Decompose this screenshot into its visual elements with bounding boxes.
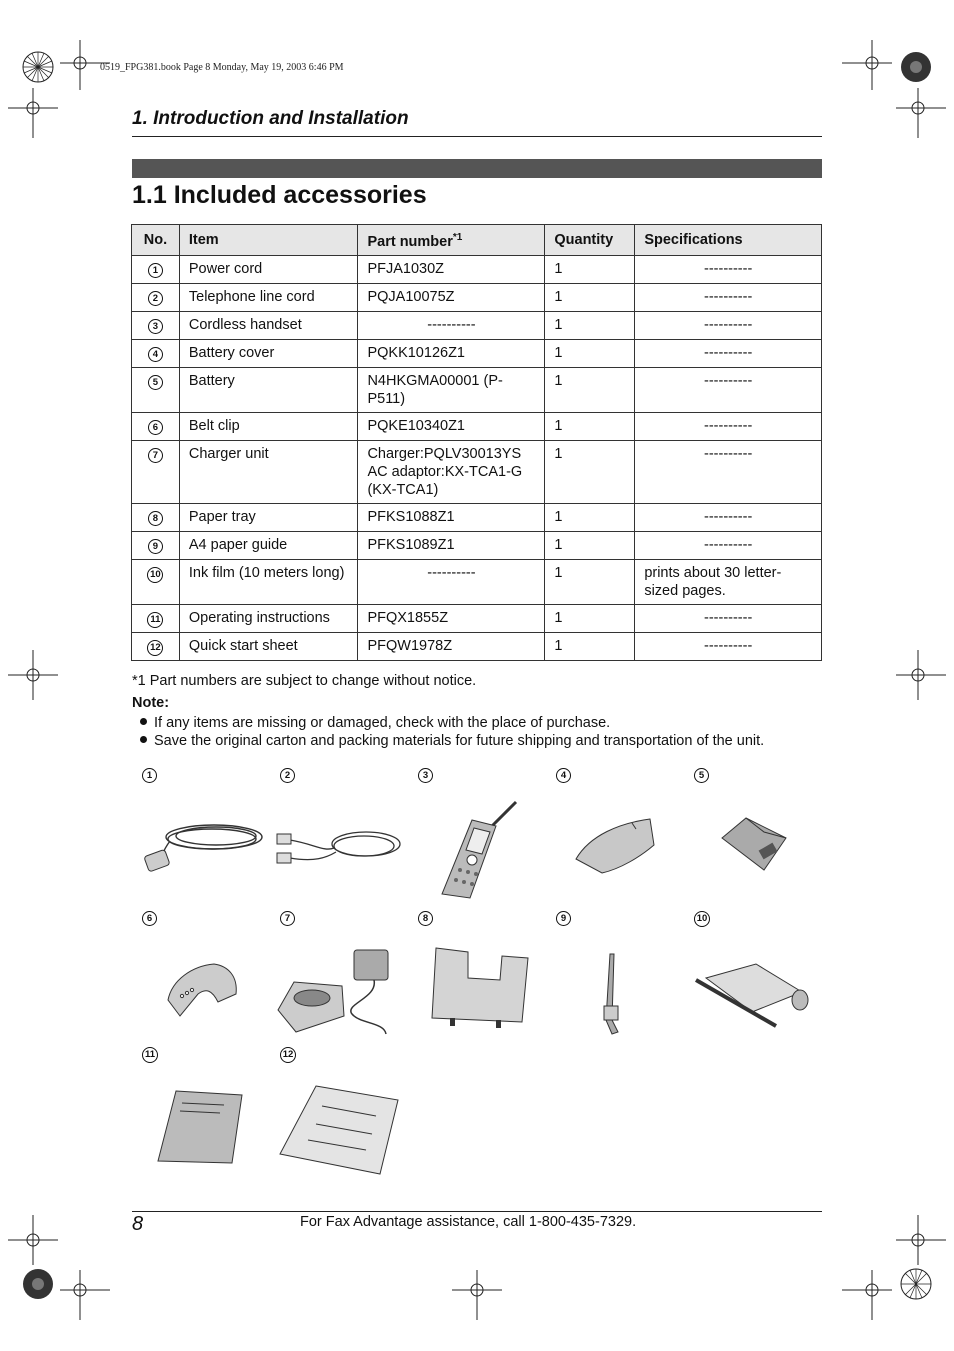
part-cell: PFKS1088Z1: [358, 503, 545, 531]
item-number-badge: 7: [148, 448, 163, 463]
item-cell: Paper tray: [179, 503, 358, 531]
part-cell: PQKK10126Z1: [358, 339, 545, 367]
part-cell: [358, 440, 545, 503]
paper-guide-icon: [598, 950, 628, 1036]
part-cell: PFQW1978Z: [358, 632, 545, 660]
quantity-cell: 1: [545, 531, 635, 559]
footer-rule: [132, 1211, 822, 1212]
bullet-icon: [140, 718, 147, 725]
quantity-cell: 1: [545, 311, 635, 339]
column-header-no: No.: [132, 225, 180, 256]
footnote-ref: *1: [452, 232, 463, 243]
quantity-cell: 1: [545, 367, 635, 412]
item-cell: Quick start sheet: [179, 632, 358, 660]
cordless-handset-icon: [430, 798, 522, 902]
print-info-line: 0519_FPG381.book Page 8 Monday, May 19, 2003 6:46 PM: [100, 62, 344, 73]
crosshair-mark-icon: [896, 88, 946, 138]
table-row: [132, 440, 822, 503]
registration-mark-icon: [18, 47, 58, 87]
table-row: [132, 367, 822, 412]
table-row: [132, 255, 822, 283]
part-line: Charger:PQLV30013YS: [367, 445, 522, 462]
illustration-label: 12: [280, 1047, 296, 1063]
quick-start-sheet-icon: [276, 1082, 402, 1178]
registration-mark-icon: [18, 1264, 58, 1304]
header-rule: [132, 136, 822, 137]
table-row: [132, 311, 822, 339]
quantity-cell: 1: [545, 604, 635, 632]
spec-cell: ----------: [635, 503, 822, 531]
part-line: (KX-TCA1): [367, 481, 439, 498]
quantity-cell: 1: [545, 440, 635, 503]
part-cell: ----------: [358, 311, 545, 339]
item-number-badge: 3: [148, 319, 163, 334]
part-cell: PFQX1855Z: [358, 604, 545, 632]
note-text: If any items are missing or damaged, check with the place of purchase.: [154, 715, 611, 731]
title-bar: [132, 159, 822, 178]
spec-cell: ----------: [635, 604, 822, 632]
table-row: [132, 559, 822, 604]
page-number: 8: [132, 1213, 144, 1235]
quantity-cell: 1: [545, 632, 635, 660]
power-cord-icon: [136, 815, 266, 875]
spec-cell: ----------: [635, 412, 822, 440]
item-cell: Charger unit: [179, 440, 358, 503]
item-cell: Belt clip: [179, 412, 358, 440]
footer-text: For Fax Advantage assistance, call 1-800-435-7329.: [300, 1214, 637, 1230]
spec-cell: ----------: [635, 632, 822, 660]
quantity-cell: 1: [545, 412, 635, 440]
operating-instructions-icon: [150, 1085, 250, 1171]
item-number-badge: 10: [147, 567, 163, 583]
part-cell: PFJA1030Z: [358, 255, 545, 283]
item-number-badge: 2: [148, 291, 163, 306]
illustration-label: 5: [694, 768, 709, 783]
illustration-label: 6: [142, 911, 157, 926]
spec-cell: ----------: [635, 311, 822, 339]
table-row: [132, 339, 822, 367]
item-number-badge: 8: [148, 511, 163, 526]
item-number-badge: 9: [148, 539, 163, 554]
column-header-item: Item: [179, 225, 358, 256]
quantity-cell: 1: [545, 283, 635, 311]
spec-cell: ----------: [635, 255, 822, 283]
column-header-specifications: Specifications: [635, 225, 822, 256]
item-cell: A4 paper guide: [179, 531, 358, 559]
part-cell: PQKE10340Z1: [358, 412, 545, 440]
charger-unit-icon: [274, 942, 408, 1036]
quantity-cell: 1: [545, 339, 635, 367]
battery-cover-icon: [570, 815, 660, 877]
footnote: *1 Part numbers are subject to change without notice.: [132, 673, 477, 689]
item-number-badge: 4: [148, 347, 163, 362]
item-number-badge: 12: [147, 640, 163, 656]
item-cell: Power cord: [179, 255, 358, 283]
telephone-cord-icon: [274, 818, 406, 874]
table-row: [132, 632, 822, 660]
illustration-label: 10: [694, 911, 710, 927]
quantity-cell: 1: [545, 503, 635, 531]
item-cell: Ink film (10 meters long): [179, 559, 358, 604]
column-header-quantity: Quantity: [545, 225, 635, 256]
column-header-part-label: Part number: [367, 233, 453, 250]
belt-clip-icon: [162, 960, 242, 1020]
illustration-label: 9: [556, 911, 571, 926]
ink-film-icon: [692, 960, 812, 1032]
illustration-label: 1: [142, 768, 157, 783]
item-cell: Battery cover: [179, 339, 358, 367]
illustration-label: 11: [142, 1047, 158, 1063]
item-cell: Operating instructions: [179, 604, 358, 632]
item-cell: Battery: [179, 367, 358, 412]
crosshair-mark-icon: [896, 650, 946, 700]
note-text: Save the original carton and packing materials for future shipping and transportation of the unit.: [154, 733, 765, 749]
part-cell: PFKS1089Z1: [358, 531, 545, 559]
table-row: [132, 604, 822, 632]
battery-icon: [716, 810, 796, 880]
item-cell: Telephone line cord: [179, 283, 358, 311]
accessories-table: [131, 224, 822, 661]
registration-mark-icon: [896, 1264, 936, 1304]
spec-cell: ----------: [635, 339, 822, 367]
section-header: 1. Introduction and Installation: [132, 108, 409, 129]
part-cell: N4HKGMA00001 (P-P511): [358, 367, 545, 412]
crosshair-mark-icon: [60, 1270, 110, 1320]
spec-cell: prints about 30 letter-sized pages.: [635, 559, 822, 604]
part-line: AC adaptor:KX-TCA1-G: [367, 463, 523, 480]
spec-cell: ----------: [635, 283, 822, 311]
table-header-row: [132, 225, 822, 256]
illustration-label: 4: [556, 768, 571, 783]
item-number-badge: 5: [148, 375, 163, 390]
registration-mark-icon: [896, 47, 936, 87]
crosshair-mark-icon: [8, 650, 58, 700]
part-cell: ----------: [358, 559, 545, 604]
table-row: [132, 531, 822, 559]
column-header-part-number: [358, 225, 545, 256]
item-cell: Cordless handset: [179, 311, 358, 339]
quantity-cell: 1: [545, 255, 635, 283]
page-title: 1.1 Included accessories: [132, 181, 427, 209]
spec-cell: ----------: [635, 367, 822, 412]
illustration-label: 2: [280, 768, 295, 783]
spec-cell: ----------: [635, 531, 822, 559]
note-item: [140, 733, 764, 749]
crosshair-mark-icon: [842, 40, 892, 90]
quantity-cell: 1: [545, 559, 635, 604]
illustration-label: 7: [280, 911, 295, 926]
table-row: [132, 412, 822, 440]
illustration-label: 3: [418, 768, 433, 783]
crosshair-mark-icon: [896, 1215, 946, 1265]
note-item: [140, 715, 610, 731]
spec-cell: ----------: [635, 440, 822, 503]
crosshair-mark-icon: [8, 88, 58, 138]
illustration-label: 8: [418, 911, 433, 926]
paper-tray-icon: [424, 942, 534, 1034]
item-number-badge: 6: [148, 420, 163, 435]
note-title: Note:: [132, 695, 170, 711]
part-cell: PQJA10075Z: [358, 283, 545, 311]
item-number-badge: 1: [148, 263, 163, 278]
table-row: [132, 503, 822, 531]
table-row: [132, 283, 822, 311]
bullet-icon: [140, 736, 147, 743]
crosshair-mark-icon: [452, 1270, 502, 1320]
item-number-badge: 11: [147, 612, 163, 628]
crosshair-mark-icon: [8, 1215, 58, 1265]
crosshair-mark-icon: [842, 1270, 892, 1320]
